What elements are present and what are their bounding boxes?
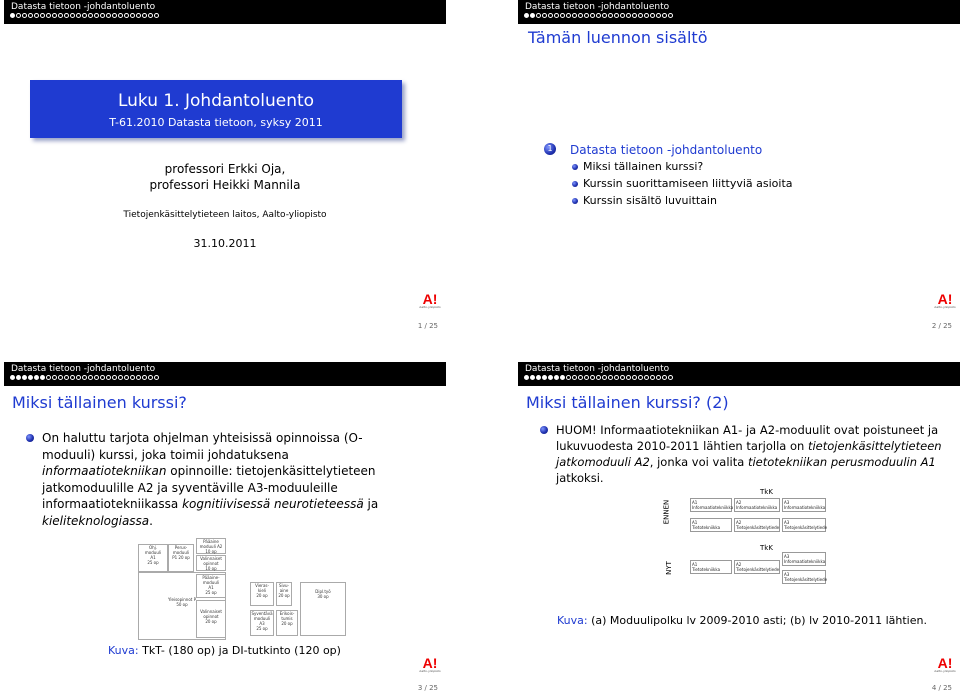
- progress-dot[interactable]: [554, 13, 559, 18]
- progress-dot[interactable]: [88, 13, 93, 18]
- tkk-label: TkK: [760, 488, 773, 496]
- progress-dot[interactable]: [148, 13, 153, 18]
- module-path-diagram: [662, 488, 828, 588]
- progress-dot[interactable]: [136, 13, 141, 18]
- progress-dot[interactable]: [614, 13, 619, 18]
- diagram-box: Ohj. moduuli A1 25 op: [138, 544, 168, 572]
- diagram-box: Pääaine- moduuli A1 25 op: [196, 574, 226, 598]
- progress-dot[interactable]: [590, 13, 595, 18]
- progress-dot[interactable]: [64, 13, 69, 18]
- progress-dot[interactable]: [82, 13, 87, 18]
- progress-dot[interactable]: [632, 13, 637, 18]
- progress-dot[interactable]: [668, 13, 673, 18]
- page-number: 2 / 25: [931, 322, 952, 330]
- section-badge: 1: [544, 143, 556, 155]
- progress-dot[interactable]: [548, 13, 553, 18]
- progress-dot[interactable]: [638, 375, 643, 380]
- diagram-box: Erikois- tumis 20 op: [276, 610, 298, 636]
- progress-dot[interactable]: [40, 13, 45, 18]
- bullet-icon: [26, 434, 34, 442]
- module-box: A1 Informaatiotekniikka: [692, 500, 734, 510]
- progress-dot[interactable]: [596, 13, 601, 18]
- progress-dot[interactable]: [566, 375, 571, 380]
- aalto-logo: A! Aalto-yliopisto: [419, 655, 441, 673]
- progress-dot[interactable]: [656, 375, 661, 380]
- header-title: Datasta tietoon -johdantoluento: [11, 2, 156, 12]
- slide-3: [4, 362, 446, 694]
- progress-dot[interactable]: [578, 375, 583, 380]
- progress-dot[interactable]: [34, 13, 39, 18]
- course-subtitle: T-61.2010 Datasta tietoon, syksy 2011: [109, 116, 323, 129]
- progress-dot[interactable]: [560, 375, 565, 380]
- progress-dot[interactable]: [554, 375, 559, 380]
- progress-dot[interactable]: [28, 13, 33, 18]
- page-number: 1 / 25: [417, 322, 438, 330]
- progress-dot[interactable]: [58, 13, 63, 18]
- module-box: A2 Tietojenkäsittelytiede: [736, 520, 780, 530]
- progress-dot[interactable]: [572, 13, 577, 18]
- progress-dot[interactable]: [34, 375, 39, 380]
- progress-dot[interactable]: [28, 375, 33, 380]
- progress-dot[interactable]: [662, 375, 667, 380]
- diagram-box: Yleisopinnot P 50 op: [138, 572, 226, 640]
- progress-dot[interactable]: [106, 13, 111, 18]
- progress-dot[interactable]: [650, 375, 655, 380]
- progress-dot[interactable]: [52, 13, 57, 18]
- progress-dot[interactable]: [542, 375, 547, 380]
- progress-dot[interactable]: [608, 13, 613, 18]
- progress-dot[interactable]: [530, 13, 535, 18]
- progress-dot[interactable]: [76, 13, 81, 18]
- progress-dot[interactable]: [112, 13, 117, 18]
- module-box: A3 Informaatiotekniikka: [784, 554, 826, 564]
- diagram-box: Perus- moduuli P1 20 op: [168, 544, 194, 572]
- slide-title: Miksi tällainen kurssi?: [12, 393, 187, 412]
- progress-dot[interactable]: [94, 13, 99, 18]
- author-1: professori Erkki Oja,: [164, 162, 286, 176]
- progress-dot[interactable]: [524, 13, 529, 18]
- diagram-box: Vieras- kieli 20 op: [250, 582, 274, 606]
- date: 31.10.2011: [193, 237, 257, 250]
- module-box: A1 Tietotekniikka: [690, 518, 732, 532]
- toc-item: Miksi tällainen kurssi?: [572, 160, 703, 173]
- progress-dot[interactable]: [130, 13, 135, 18]
- progress-dot[interactable]: [620, 375, 625, 380]
- page-number: 3 / 25: [417, 684, 438, 692]
- progress-dot[interactable]: [100, 375, 105, 380]
- progress-dot[interactable]: [10, 375, 15, 380]
- diagram-box: Valinnaiset opinnot 20 op: [196, 600, 226, 638]
- progress-dot[interactable]: [602, 375, 607, 380]
- progress-dot[interactable]: [70, 375, 75, 380]
- progress-dot[interactable]: [638, 13, 643, 18]
- slide-header: [4, 0, 446, 24]
- progress-dot[interactable]: [614, 375, 619, 380]
- toc-item: Kurssin suorittamiseen liittyviä asioita: [572, 177, 793, 190]
- figure-caption: Kuva: (a) Moduulipolku lv 2009-2010 asti; (b) lv 2010-2011 lähtien.: [557, 614, 927, 627]
- progress-dot[interactable]: [118, 375, 123, 380]
- diagram-box: Sivu- aine 20 op: [276, 582, 292, 606]
- progress-dot[interactable]: [94, 375, 99, 380]
- page-number: 4 / 25: [931, 684, 952, 692]
- slide-4: [518, 362, 960, 694]
- progress-dot[interactable]: [124, 375, 129, 380]
- progress-dot[interactable]: [590, 375, 595, 380]
- aalto-logo: A! Aalto-yliopisto: [934, 291, 956, 309]
- module-box: A2 Tietojenkäsittelytiede: [736, 562, 780, 572]
- tkk-label: TkK: [760, 544, 773, 552]
- bullet-text: On haluttu tarjota ohjelman yhteisissä opinnoissa (O-moduuli) kurssi, joka toimii johdatuksena informaatiotekniikan opinnoille: tietojenkäsittelytieteen jatkomoduulille A2 ja syventäville A3-moduuleille informaatiotekniikassa kognitiivisessä neurotieteessä ja kieliteknologiassa.: [42, 430, 394, 529]
- progress-dot[interactable]: [76, 375, 81, 380]
- progress-dot[interactable]: [662, 13, 667, 18]
- progress-dots: [524, 375, 673, 380]
- progress-dot[interactable]: [584, 375, 589, 380]
- title-box: [30, 80, 402, 138]
- progress-dot[interactable]: [626, 13, 631, 18]
- module-box: A3 Tietojenkäsittelytiede: [784, 572, 828, 582]
- slide-title: Luku 1. Johdantoluento: [117, 91, 315, 111]
- progress-dot[interactable]: [644, 13, 649, 18]
- progress-dot[interactable]: [142, 375, 147, 380]
- progress-dot[interactable]: [572, 375, 577, 380]
- progress-dot[interactable]: [542, 13, 547, 18]
- progress-dot[interactable]: [124, 13, 129, 18]
- progress-dot[interactable]: [64, 375, 69, 380]
- progress-dot[interactable]: [578, 13, 583, 18]
- progress-dot[interactable]: [536, 375, 541, 380]
- progress-dot[interactable]: [524, 375, 529, 380]
- progress-dot[interactable]: [118, 13, 123, 18]
- progress-dot[interactable]: [560, 13, 565, 18]
- progress-dot[interactable]: [584, 13, 589, 18]
- progress-dot[interactable]: [16, 375, 21, 380]
- diagram-box: Valinnaiset opinnot 10 op: [196, 555, 226, 571]
- progress-dot[interactable]: [40, 375, 45, 380]
- ennen-label: ENNEN: [662, 499, 671, 525]
- progress-dot[interactable]: [154, 375, 159, 380]
- header-title: Datasta tietoon -johdantoluento: [11, 364, 156, 374]
- module-box: A3 Tietojenkäsittelytiede: [784, 520, 828, 530]
- progress-dots: [10, 375, 159, 380]
- progress-dot[interactable]: [100, 13, 105, 18]
- progress-dots: [524, 13, 673, 18]
- progress-dot[interactable]: [70, 13, 75, 18]
- progress-dot[interactable]: [112, 375, 117, 380]
- slide-header: [4, 362, 446, 386]
- progress-dot[interactable]: [608, 375, 613, 380]
- progress-dot[interactable]: [596, 375, 601, 380]
- progress-dot[interactable]: [46, 375, 51, 380]
- progress-dot[interactable]: [548, 375, 553, 380]
- aalto-logo: A! Aalto-yliopisto: [419, 291, 441, 309]
- progress-dot[interactable]: [536, 13, 541, 18]
- slide-header: [518, 0, 960, 24]
- progress-dot[interactable]: [16, 13, 21, 18]
- progress-dot[interactable]: [650, 13, 655, 18]
- progress-dot[interactable]: [656, 13, 661, 18]
- degree-diagram: [134, 538, 346, 640]
- progress-dot[interactable]: [668, 375, 673, 380]
- progress-dot[interactable]: [82, 375, 87, 380]
- toc-item: Kurssin sisältö luvuittain: [572, 194, 717, 207]
- figure-caption: Kuva: TkT- (180 op) ja DI-tutkinto (120 op): [108, 644, 341, 657]
- diagram-box: Syventävä moduuli A3 25 op: [250, 610, 274, 636]
- progress-dot[interactable]: [58, 375, 63, 380]
- progress-dot[interactable]: [130, 375, 135, 380]
- section-title: Datasta tietoon -johdantoluento: [570, 143, 763, 157]
- progress-dot[interactable]: [644, 375, 649, 380]
- slide-title: Miksi tällainen kurssi? (2): [526, 393, 729, 412]
- progress-dot[interactable]: [52, 375, 57, 380]
- progress-dot[interactable]: [148, 375, 153, 380]
- header-title: Datasta tietoon -johdantoluento: [525, 364, 670, 374]
- progress-dot[interactable]: [46, 13, 51, 18]
- aalto-logo: A! Aalto-yliopisto: [934, 655, 956, 673]
- slide-2: [518, 0, 960, 332]
- progress-dot[interactable]: [142, 13, 147, 18]
- diagram-box: Pääaine moduuli A2 10 op: [196, 538, 226, 554]
- progress-dot[interactable]: [602, 13, 607, 18]
- progress-dot[interactable]: [620, 13, 625, 18]
- progress-dot[interactable]: [530, 375, 535, 380]
- progress-dot[interactable]: [566, 13, 571, 18]
- progress-dots: [10, 13, 159, 18]
- progress-dot[interactable]: [10, 13, 15, 18]
- slide-title: Tämän luennon sisältö: [528, 28, 708, 47]
- progress-dot[interactable]: [632, 375, 637, 380]
- progress-dot[interactable]: [22, 375, 27, 380]
- slide-header: [518, 362, 960, 386]
- module-box: A1 Tietotekniikka: [690, 560, 732, 574]
- progress-dot[interactable]: [626, 375, 631, 380]
- diagram-box: Dipl.työ 30 op: [300, 582, 346, 636]
- progress-dot[interactable]: [106, 375, 111, 380]
- header-title: Datasta tietoon -johdantoluento: [525, 2, 670, 12]
- bullet-text: HUOM! Informaatiotekniikan A1- ja A2-moduulit ovat poistuneet ja lukuvuodesta 2010-2011 lähtien tarjolla on tietojenkäsittelytieteen jatkomoduuli A2, jonka voi valita tietotekniikan perusmoduulin A1 jatkoksi.: [556, 422, 954, 486]
- progress-dot[interactable]: [22, 13, 27, 18]
- progress-dot[interactable]: [136, 375, 141, 380]
- module-box: A2 Informaatiotekniikka: [734, 498, 780, 512]
- bullet-icon: [540, 426, 548, 434]
- institution: Tietojenkäsittelytieteen laitos, Aalto-yliopisto: [123, 210, 327, 220]
- progress-dot[interactable]: [88, 375, 93, 380]
- author-2: professori Heikki Mannila: [149, 178, 301, 192]
- slide-1: [4, 0, 446, 332]
- progress-dot[interactable]: [154, 13, 159, 18]
- module-box: A3 Informaatiotekniikka: [784, 500, 826, 510]
- nyt-label: NYT: [664, 561, 673, 575]
